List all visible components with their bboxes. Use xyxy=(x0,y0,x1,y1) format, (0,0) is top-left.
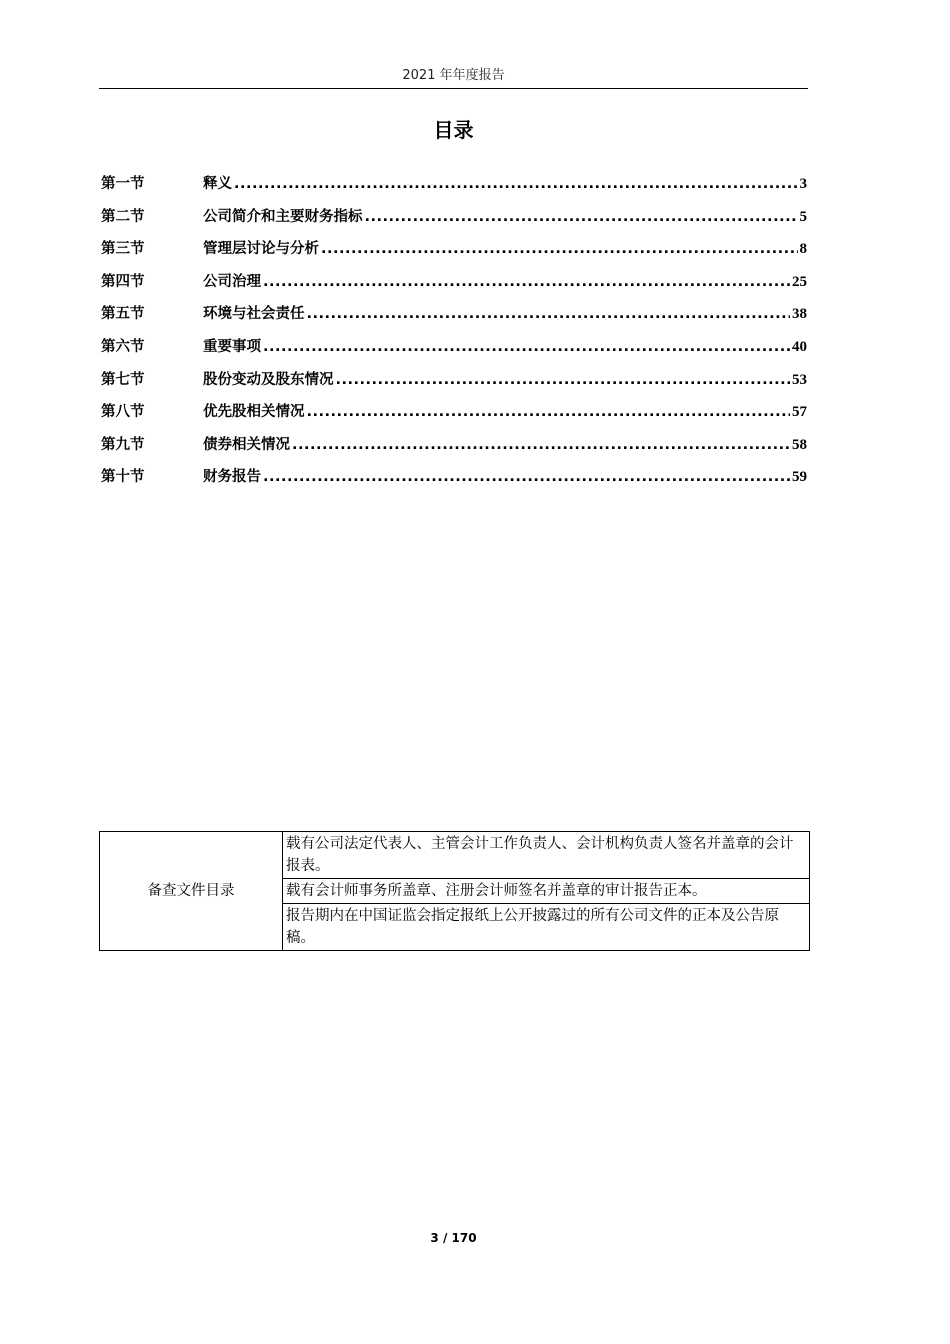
toc-section-number: 第十节 xyxy=(101,469,145,486)
header-divider xyxy=(99,88,808,89)
toc-section-number: 第五节 xyxy=(101,306,145,323)
toc-page-number: 40 xyxy=(792,338,807,355)
toc-entry[interactable] xyxy=(101,466,807,499)
toc-page-number: 38 xyxy=(792,306,807,323)
reference-label-cell: 备查文件目录 xyxy=(100,832,283,951)
toc-section-title: 债券相关情况 xyxy=(203,436,290,453)
toc-entry[interactable] xyxy=(101,271,807,304)
table-of-contents xyxy=(101,173,807,499)
toc-section-number: 第二节 xyxy=(101,208,145,225)
toc-section-title: 财务报告 xyxy=(203,469,261,486)
toc-entry[interactable] xyxy=(101,206,807,239)
page-header: 2021 年年度报告 xyxy=(402,68,505,83)
toc-leader-dots xyxy=(263,466,790,488)
table-row xyxy=(100,832,810,879)
toc-entry[interactable] xyxy=(101,369,807,402)
toc-leader-dots xyxy=(307,303,791,325)
toc-leader-dots xyxy=(263,336,790,358)
toc-entry[interactable] xyxy=(101,336,807,369)
toc-section-number: 第九节 xyxy=(101,436,145,453)
toc-entry[interactable] xyxy=(101,401,807,434)
toc-page-number: 59 xyxy=(792,469,807,486)
toc-leader-dots xyxy=(321,238,798,260)
reference-item-cell: 载有公司法定代表人、主管会计工作负责人、会计机构负责人签名并盖章的会计报表。 xyxy=(283,832,810,879)
toc-page-number: 8 xyxy=(799,241,807,258)
toc-entry[interactable] xyxy=(101,434,807,467)
page-title: 目录 xyxy=(433,118,474,142)
toc-section-title: 公司简介和主要财务指标 xyxy=(203,208,363,225)
toc-page-number: 5 xyxy=(799,208,807,225)
toc-leader-dots xyxy=(263,271,790,293)
toc-entry[interactable] xyxy=(101,173,807,206)
toc-section-number: 第四节 xyxy=(101,273,145,290)
toc-section-title: 公司治理 xyxy=(203,273,261,290)
toc-section-number: 第一节 xyxy=(101,176,145,192)
toc-section-title: 管理层讨论与分析 xyxy=(203,241,319,258)
toc-leader-dots xyxy=(365,206,798,228)
toc-entry[interactable] xyxy=(101,238,807,271)
toc-section-title: 重要事项 xyxy=(203,338,261,355)
toc-section-title: 优先股相关情况 xyxy=(203,404,305,421)
toc-page-number: 3 xyxy=(799,176,807,192)
toc-section-number: 第六节 xyxy=(101,338,145,355)
toc-section-number: 第八节 xyxy=(101,404,145,421)
toc-leader-dots xyxy=(307,401,791,423)
toc-page-number: 58 xyxy=(792,436,807,453)
toc-entry[interactable] xyxy=(101,303,807,336)
toc-page-number: 53 xyxy=(792,371,807,388)
toc-page-number: 25 xyxy=(792,273,807,290)
page-number-indicator: 3 / 170 xyxy=(430,1231,477,1245)
toc-leader-dots xyxy=(234,173,798,195)
toc-leader-dots xyxy=(292,434,790,456)
toc-section-number: 第三节 xyxy=(101,241,145,258)
toc-section-title: 释义 xyxy=(203,176,232,192)
toc-section-title: 股份变动及股东情况 xyxy=(203,371,334,388)
toc-page-number: 57 xyxy=(792,404,807,421)
toc-leader-dots xyxy=(336,369,791,391)
toc-section-number: 第七节 xyxy=(101,371,145,388)
reference-documents-table xyxy=(99,831,810,951)
reference-item-cell: 报告期内在中国证监会指定报纸上公开披露过的所有公司文件的正本及公告原稿。 xyxy=(283,904,810,951)
toc-section-title: 环境与社会责任 xyxy=(203,306,305,323)
reference-item-cell: 载有会计师事务所盖章、注册会计师签名并盖章的审计报告正本。 xyxy=(283,879,810,904)
